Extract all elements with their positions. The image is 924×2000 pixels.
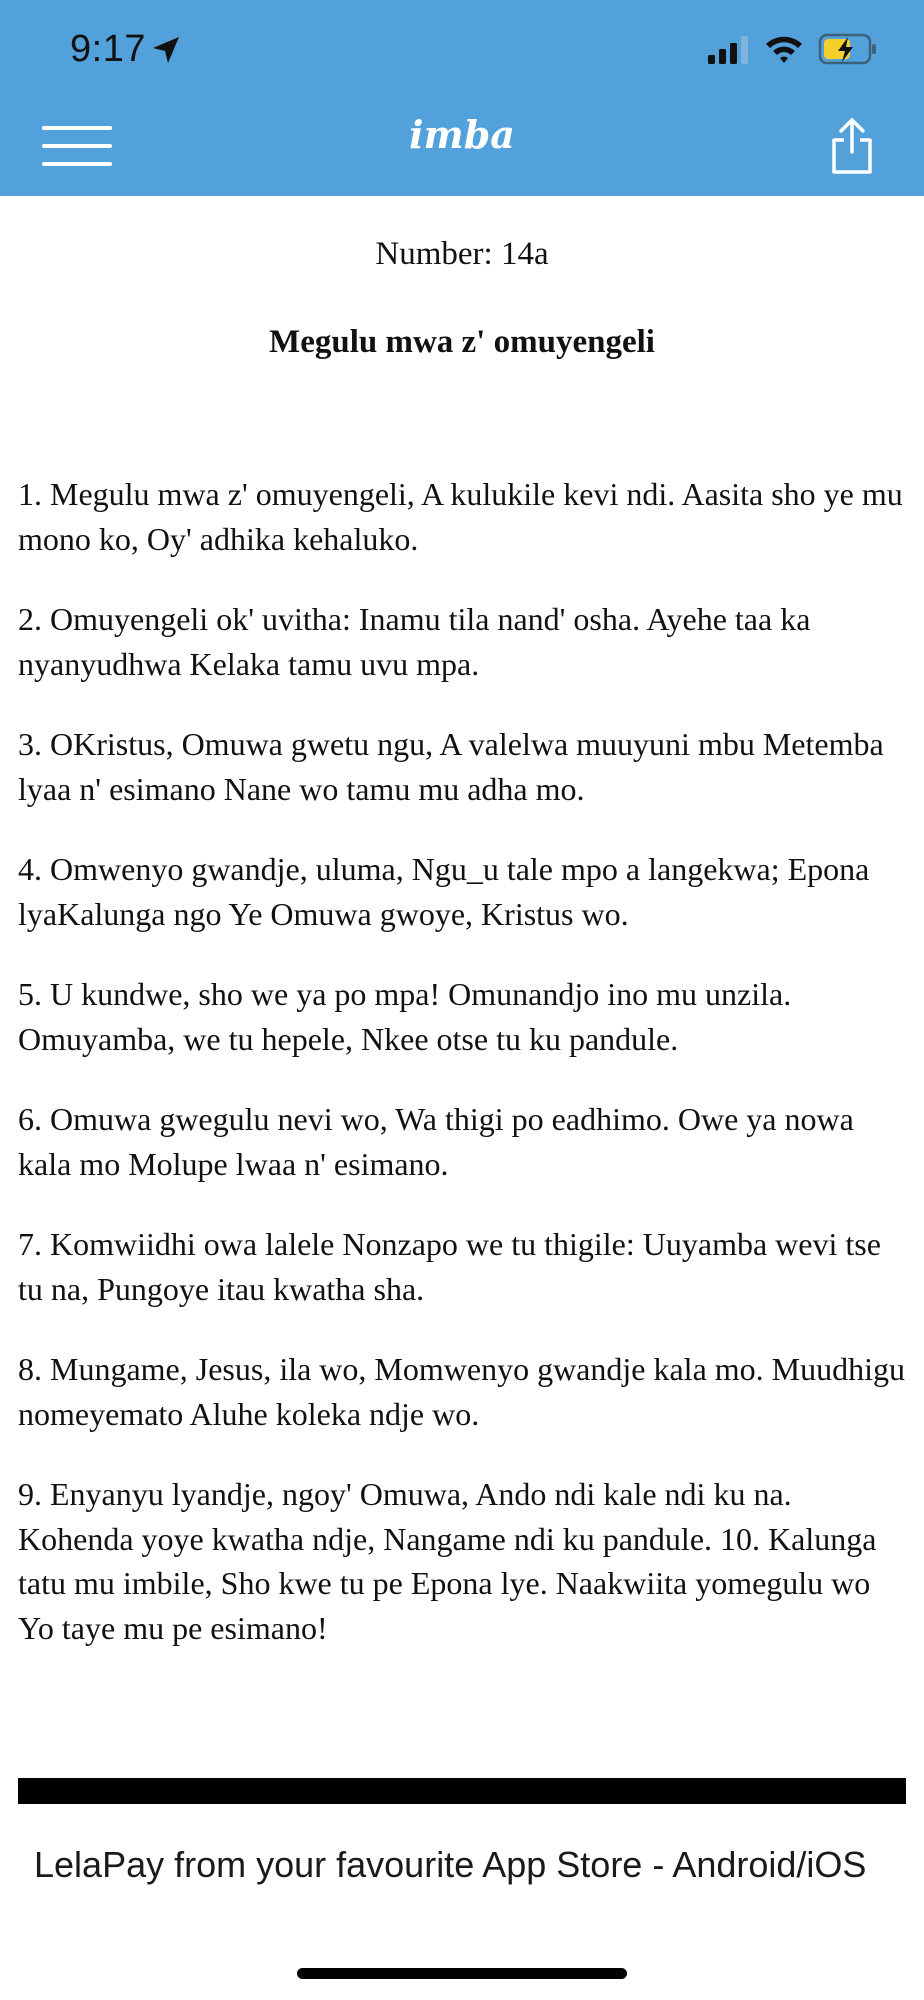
hymn-title: Megulu mwa z' omuyengeli (269, 324, 655, 360)
verse-6: 6. Omuwa gwegulu nevi wo, Wa thigi po eadhimo. Owe ya nowa kala mo Molupe lwaa n' esimano. (18, 1101, 854, 1182)
battery-charging-icon (818, 32, 878, 66)
verse-7: 7. Komwiidhi owa lalele Nonzapo we tu thigile: Uuyamba wevi tse tu na, Pungoye itau kwatha sha. (18, 1226, 881, 1307)
verse-8: 8. Mungame, Jesus, ila wo, Momwenyo gwandje kala mo. Muudhigu nomeyemato Aluhe koleka ndje wo. (18, 1351, 905, 1432)
verse-list (18, 472, 908, 1686)
verse-1: 1. Megulu mwa z' omuyengeli, A kulukile kevi ndi. Aasita sho ye mu mono ko, Oy' adhika kehaluko. (18, 476, 903, 557)
hymn-number: Number: 14a (375, 236, 549, 272)
home-indicator[interactable] (297, 1968, 627, 1979)
hamburger-menu-icon-line (42, 162, 112, 166)
verse-5: 5. U kundwe, sho we ya po mpa! Omunandjo ino mu unzila. Omuyamba, we tu hepele, Nkee otse tu ku pandule. (18, 976, 792, 1057)
ad-banner[interactable] (0, 1804, 924, 1924)
share-icon[interactable] (830, 118, 874, 174)
cellular-signal-icon (708, 36, 752, 64)
ad-text: LelaPay from your favourite App Store - Android/iOS (34, 1844, 867, 1885)
wifi-icon (764, 32, 804, 64)
ad-divider (18, 1778, 906, 1804)
location-arrow-icon (150, 34, 182, 66)
app-header (0, 0, 924, 196)
app-title: imba (409, 112, 515, 157)
verse-3: 3. OKristus, Omuwa gwetu ngu, A valelwa muuyuni mbu Metemba lyaa n' esimano Nane wo tamu mu adha mo. (18, 726, 884, 807)
status-time: 9:17 (70, 28, 146, 70)
verse-2: 2. Omuyengeli ok' uvitha: Inamu tila nand' osha. Ayehe taa ka nyanyudhwa Kelaka tamu uvu mpa. (18, 601, 811, 682)
verse-4: 4. Omwenyo gwandje, uluma, Ngu_u tale mpo a langekwa; Epona lyaKalunga ngo Ye Omuwa gwoye, Kristus wo. (18, 851, 870, 932)
verse-9: 9. Enyanyu lyandje, ngoy' Omuwa, Ando ndi kale ndi ku na. Kohenda yoye kwatha ndje, Nangame ndi ku pandule. 10. Kalunga tatu mu imbile, Sho kwe tu pe Epona lye. Naakwiita yomegulu wo Yo taye mu pe esimano! (18, 1476, 877, 1646)
